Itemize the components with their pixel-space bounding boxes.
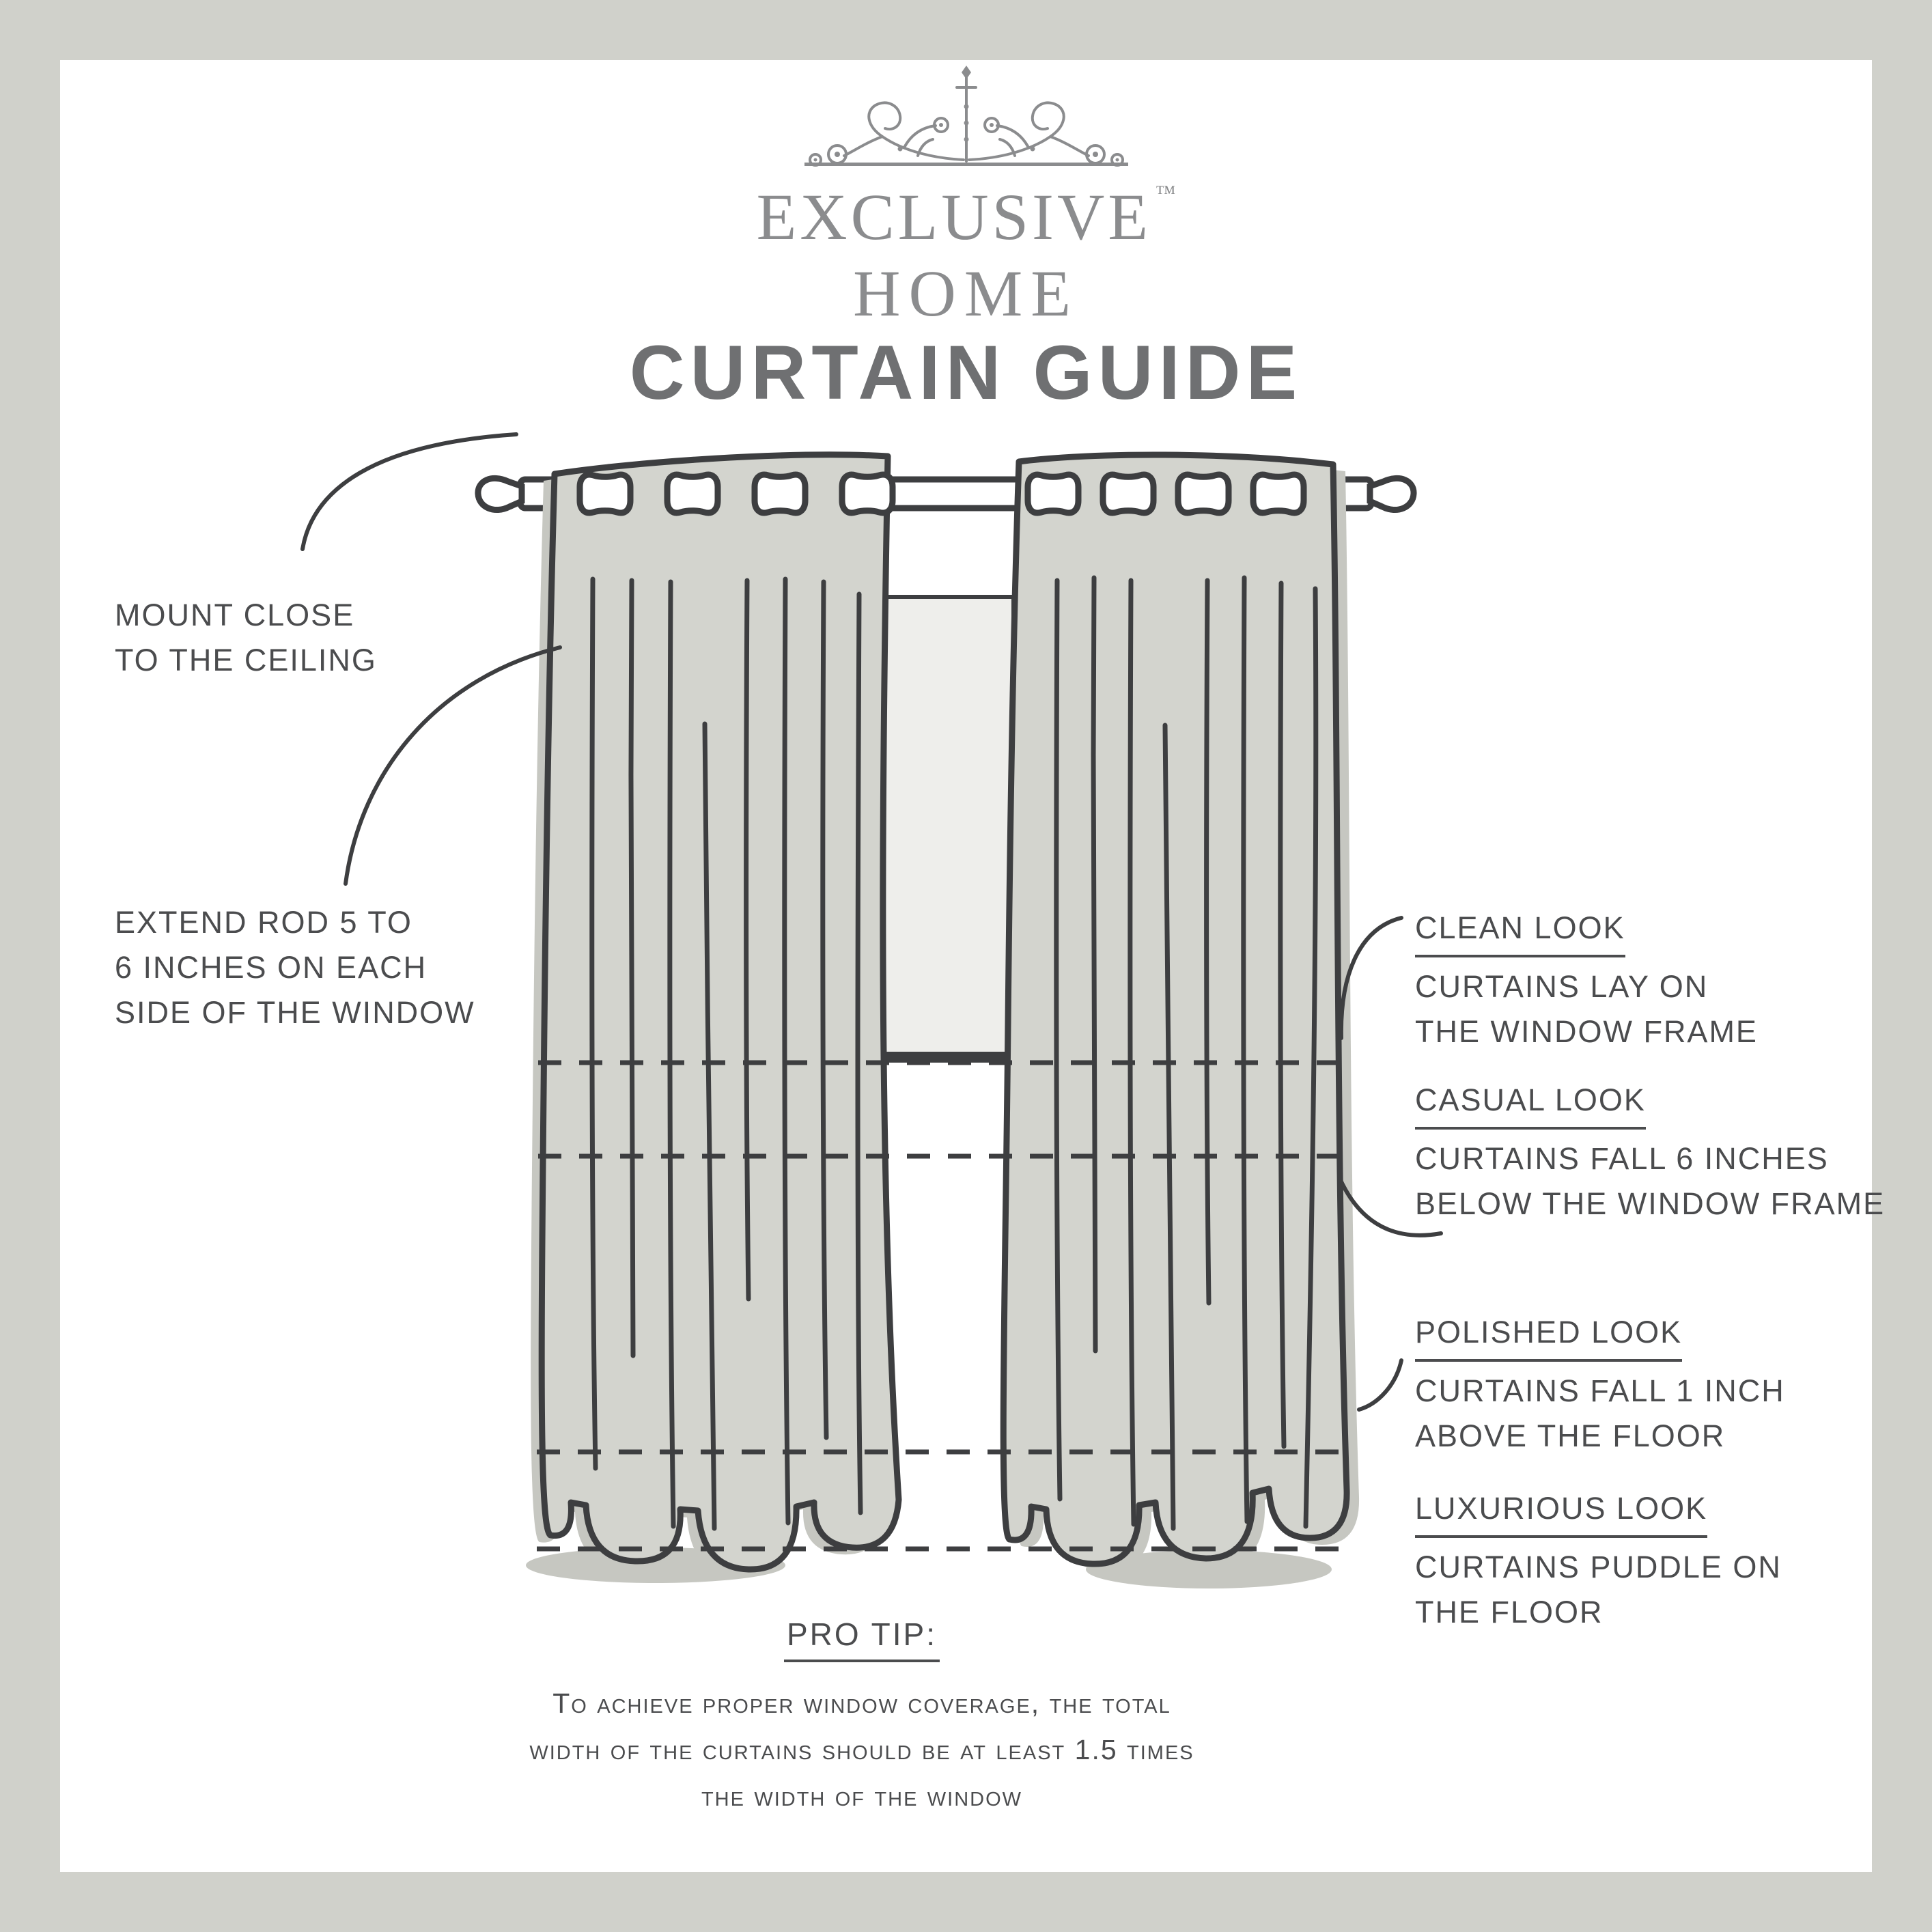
annotation-line: TO THE CEILING [115,643,377,677]
trademark-symbol: ™ [1155,182,1176,204]
look-title: POLISHED LOOK [1415,1310,1682,1362]
annotation-line: SIDE OF THE WINDOW [115,995,475,1030]
annotation-line: THE WINDOW FRAME [1415,1014,1758,1049]
pro-tip-line: To achieve proper window coverage, the total [552,1688,1171,1719]
look-title: CASUAL LOOK [1415,1078,1646,1130]
annotation-line: THE FLOOR [1415,1595,1604,1629]
right-finial-icon [1370,478,1414,509]
annotation-casual-look [1415,1078,1885,1227]
annotation-extend-rod [115,900,475,1035]
pro-tip-body [281,1680,1442,1819]
window [873,597,1019,1063]
brand-name: EXCLUSIVE [756,180,1151,253]
pro-tip-line: the width of the window [701,1780,1023,1812]
annotation-polished-look [1415,1310,1785,1459]
leader-arc-polished-look [1359,1360,1401,1410]
annotation-line: 6 INCHES ON EACH [115,950,428,985]
annotation-line: BELOW THE WINDOW FRAME [1415,1186,1886,1221]
annotation-line: EXTEND ROD 5 TO [115,905,412,940]
annotation-line: CURTAINS FALL 1 INCH [1415,1373,1785,1408]
annotation-mount-close [115,593,377,683]
pro-tip-line: width of the curtains should be at least 1.5 times [529,1734,1194,1765]
look-title: CLEAN LOOK [1415,906,1625,957]
leader-arc-extend-rod [346,647,560,884]
annotation-line: MOUNT CLOSE [115,598,355,632]
look-title: LUXURIOUS LOOK [1415,1486,1707,1538]
annotation-line: CURTAINS LAY ON [1415,969,1709,1004]
curtain-panel-left [542,455,899,1569]
annotation-clean-look [1415,906,1758,1054]
pro-tip-block [281,1616,1442,1819]
annotation-luxurious-look [1415,1486,1782,1635]
left-finial-icon [478,478,522,509]
annotation-line: ABOVE THE FLOOR [1415,1418,1726,1453]
curtain-panel-right [1003,455,1347,1564]
brand-name-line2: HOME [853,257,1079,330]
page-title: CURTAIN GUIDE [629,330,1303,415]
annotation-line: CURTAINS PUDDLE ON [1415,1550,1782,1584]
annotation-line: CURTAINS FALL 6 INCHES [1415,1141,1829,1176]
pro-tip-title: PRO TIP: [784,1616,940,1662]
